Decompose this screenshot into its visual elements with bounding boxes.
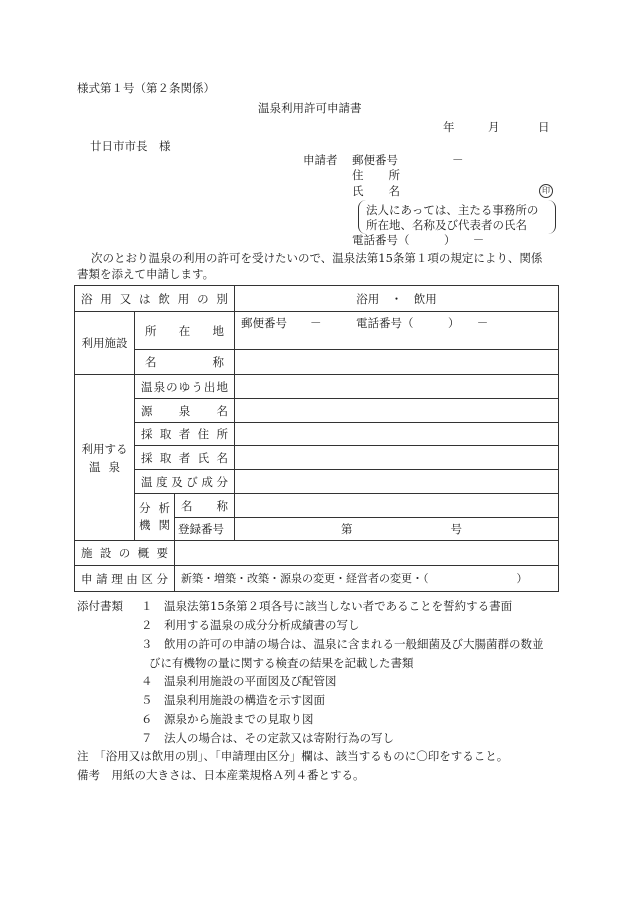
facility-name-label: 名 称 <box>135 350 235 375</box>
lab-name-value[interactable] <box>235 494 559 518</box>
table-row-temperature-components <box>75 470 559 494</box>
corporate-note-line-2: 所在地、名称及び代表者の氏名 <box>366 218 527 232</box>
attachment-item-1: １ 温泉法第15条第２項各号に該当しない者であることを誓約する書面 <box>141 599 513 613</box>
intro-line-2: 書類を添えて申請します。 <box>77 267 215 281</box>
attachment-item-3-cont: びに有機物の量に関する検査の結果を記載した書類 <box>149 656 414 670</box>
onsen-group-label: 利用する 温 泉 <box>75 375 135 541</box>
table-row-source-name <box>75 399 559 423</box>
table-row-collector-name <box>75 446 559 470</box>
source-spot-label: 温 泉 の ゆ う 出 地 <box>135 375 235 399</box>
lab-registration-label: 登録番号 <box>175 518 235 541</box>
seal-mark: 印 <box>539 184 553 198</box>
date-year-label: 年 <box>443 120 455 134</box>
collector-address-label: 採 取 者 住 所 <box>135 423 235 446</box>
collector-address-value[interactable] <box>235 423 559 446</box>
corporate-note-line-1: 法人にあっては、主たる事務所の <box>366 203 539 217</box>
attachment-item-3: ３ 飲用の許可の申請の場合は、温泉に含まれる一般細菌及び大腸菌群の数並 <box>141 637 544 651</box>
temperature-components-value[interactable] <box>235 470 559 494</box>
phone-number-label: 電話番号（ ） － <box>352 233 485 247</box>
analysis-lab-label: 分 析 機 関 <box>135 494 175 541</box>
postal-code-dash: － <box>452 153 464 167</box>
table-row-reason <box>75 566 559 592</box>
source-name-label: 源 泉 名 <box>135 399 235 423</box>
application-table <box>74 285 559 592</box>
date-month-label: 月 <box>488 120 500 134</box>
attachment-item-6: ６ 源泉から施設までの見取り図 <box>141 712 314 726</box>
temperature-components-label: 温 度 及 び 成 分 <box>135 470 235 494</box>
bath-or-drink-label: 浴 用 又 は 飲 用 の 別 <box>75 286 235 312</box>
date-day-label: 日 <box>538 120 550 134</box>
table-row-source-spot <box>75 375 559 399</box>
table-row-bath-or-drink <box>75 286 559 312</box>
document-title: 温泉利用許可申請書 <box>258 101 362 115</box>
registration-dai: 第 <box>341 522 353 536</box>
applicant-label: 申請者 <box>303 153 338 167</box>
attachment-item-2: ２ 利用する温泉の成分分析成績書の写し <box>141 618 360 632</box>
location-label: 所 在 地 <box>135 312 235 350</box>
table-row-facility-name <box>75 350 559 375</box>
table-row-facility-overview <box>75 541 559 566</box>
table-row-lab-name <box>75 494 559 518</box>
attachments-heading: 添付書類 <box>77 599 123 613</box>
reason-label: 申 請 理 由 区 分 <box>75 566 175 592</box>
collector-name-value[interactable] <box>235 446 559 470</box>
attachment-item-5: ５ 温泉利用施設の構造を示す図面 <box>141 693 325 707</box>
location-value[interactable]: 郵便番号 － 電話番号（ ） － <box>235 312 559 350</box>
addressee: 廿日市市長 様 <box>90 139 171 153</box>
postal-code-label: 郵便番号 <box>352 153 398 167</box>
form-number: 様式第１号（第２条関係） <box>77 81 215 95</box>
facility-overview-label: 施 設 の 概 要 <box>75 541 175 566</box>
collector-name-label: 採 取 者 氏 名 <box>135 446 235 470</box>
lab-name-label: 名 称 <box>175 494 235 518</box>
reason-value[interactable]: 新築・増築・改築・源泉の変更・経営者の変更・（ ） <box>175 566 559 592</box>
name-label: 氏 名 <box>352 184 400 198</box>
registration-go: 号 <box>450 522 462 536</box>
lab-registration-value[interactable] <box>235 518 559 541</box>
bath-or-drink-value[interactable]: 浴用 ・ 飲用 <box>235 286 559 312</box>
source-spot-value[interactable] <box>235 375 559 399</box>
facility-name-value[interactable] <box>235 350 559 375</box>
address-label: 住 所 <box>352 168 400 182</box>
source-name-value[interactable] <box>235 399 559 423</box>
footer-remark: 備考 用紙の大きさは、日本産業規格Ａ列４番とする。 <box>77 768 365 782</box>
table-row-collector-address <box>75 423 559 446</box>
attachment-item-7: ７ 法人の場合は、その定款又は寄附行為の写し <box>141 731 394 745</box>
facility-overview-value[interactable] <box>175 541 559 566</box>
intro-line-1: 次のとおり温泉の利用の許可を受けたいので、温泉法第15条第１項の規定により、関係 <box>91 251 543 265</box>
table-row-location <box>75 312 559 350</box>
attachment-item-4: ４ 温泉利用施設の平面図及び配管図 <box>141 674 337 688</box>
footer-note: 注 「浴用又は飲用の別」、「申請理由区分」欄は、該当するものに〇印をすること。 <box>77 749 509 763</box>
facility-group-label: 利用施設 <box>75 312 135 375</box>
